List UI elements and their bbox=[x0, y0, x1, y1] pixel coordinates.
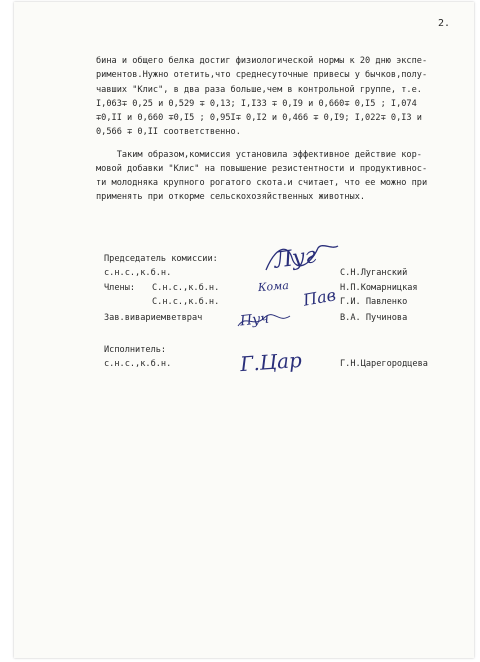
page-number: 2. bbox=[438, 18, 451, 29]
member1-title: С.н.с.,к.б.н. bbox=[152, 283, 220, 293]
body-line: I,063∓ 0,25 и 0,529 ∓ 0,13; I,I33 ∓ 0,I9 и 0,660∓ 0,I5 ; I,074 bbox=[96, 99, 417, 109]
body-line: бина и общего белка достиг физиологической нормы к 20 дню экспе- bbox=[96, 56, 428, 66]
members-label: Члены: bbox=[104, 283, 136, 293]
vivarium-signature: Пуч bbox=[239, 310, 270, 330]
chair-label: Председатель комиссии: bbox=[104, 254, 218, 264]
chair-signature: Луг bbox=[272, 243, 318, 274]
executor-label: Исполнитель: bbox=[104, 345, 167, 355]
member2-signature: Пав bbox=[301, 285, 338, 310]
body-line: чавших "Клис", в два раза больше,чем в контрольной группе, т.е. bbox=[96, 85, 422, 95]
vivarium-name: В.А. Пучинова bbox=[340, 313, 408, 323]
executor-name: Г.Н.Царегородцева bbox=[340, 359, 428, 369]
conclusion-line: ти молодняка крупного рогатого скота.и считает, что ее можно при bbox=[96, 178, 428, 188]
body-line: ∓0,II и 0,660 ∓0,I5 ; 0,95I∓ 0,I2 и 0,466 ∓ 0,I9; I,022∓ 0,I3 и bbox=[96, 113, 422, 123]
chair-name: С.Н.Луганский bbox=[340, 268, 408, 278]
conclusion-line: применять при откорме сельскохозяйственных животных. bbox=[96, 192, 366, 202]
member2-title: С.н.с.,к.б.н. bbox=[152, 297, 220, 307]
chair-signature-flourish bbox=[262, 240, 342, 276]
body-line: 0,566 ∓ 0,II соответственно. bbox=[96, 127, 241, 137]
executor-title: с.н.с.,к.б.н. bbox=[104, 359, 172, 369]
member2-name: Г.И. Павленко bbox=[340, 297, 408, 307]
vivarium-label: Зав.вивариемветврач bbox=[104, 313, 203, 323]
vivarium-signature-flourish bbox=[234, 306, 294, 332]
conclusion-line: мовой добавки "Клис" на повышение резистентности и продуктивнос- bbox=[96, 164, 428, 174]
member1-signature: Кома bbox=[257, 278, 290, 295]
member1-name: Н.П.Комарницкая bbox=[340, 283, 418, 293]
conclusion-line: Таким образом,комиссия установила эффективное действие кор- bbox=[96, 150, 422, 160]
executor-signature: Г.Цар bbox=[239, 347, 303, 377]
body-line: риментов.Нужно отетить,что среднесуточные привесы у бычков,полу- bbox=[96, 70, 428, 80]
chair-title: с.н.с.,к.б.н. bbox=[104, 268, 172, 278]
